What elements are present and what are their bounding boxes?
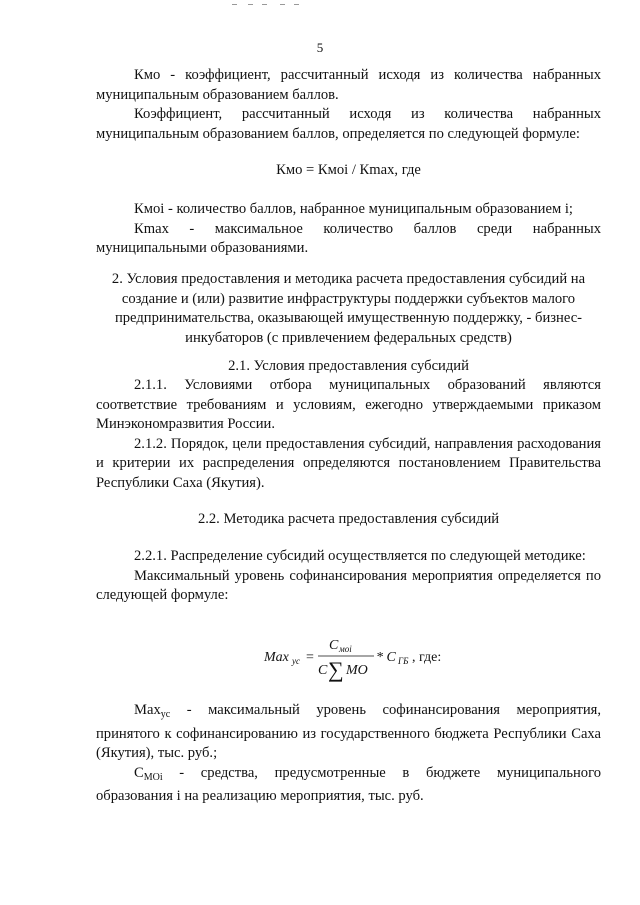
formula-times-sub: ГБ [398, 656, 409, 666]
paragraph-2-1-2: 2.1.2. Порядок, цели предоставления субсидий, направления расходования и критерии их распределения определяются постановлением Правительства Республики Саха (Якутия). [96, 435, 601, 491]
paragraph-kmoi-definition: Кмоi - количество баллов, набранное муниципальным образованием i; [134, 201, 573, 217]
subsection-2-2-heading: 2.2. Методика расчета предоставления субсидий [197, 511, 500, 527]
formula-max-cofinancing-svg [262, 632, 502, 682]
coefficient-block [96, 66, 601, 144]
paragraph-max-us-definition [96, 701, 601, 764]
cmoi-symbol: С [134, 764, 144, 781]
page-number: 5 [316, 40, 324, 55]
kmo-definitions-block [96, 200, 601, 259]
formula-max-cofinancing [262, 632, 502, 682]
definitions-block [96, 701, 601, 807]
paragraph-coefficient-formula-intro: Коэффициент, рассчитанный исходя из количества набранных муниципальным образованием баллов, определяется по следующей формуле: [96, 106, 601, 142]
paragraph-kmax-definition: Кmax - максимальное количество баллов среди набранных муниципальными образованиями. [96, 220, 601, 256]
paragraph-kmo-definition: Кмо - коэффициент, рассчитанный исходя из количества набранных муниципальным образованием баллов. [96, 67, 601, 103]
formula-suffix: , где: [412, 650, 442, 665]
formula-lhs: Max [264, 650, 289, 665]
cmoi-sub: МОi [143, 771, 163, 783]
subsection-2-2-body [96, 547, 601, 606]
section-2-heading: 2. Условия предоставления и методика расчета предоставления субсидий на создание и (или) развитие инфраструктуры поддержки субъектов малого предпринимательства, оказывающей имущественную поддержку, - бизнес-инкубаторов (с привлечением федеральных средств) [111, 271, 586, 346]
paragraph-2-2-1: 2.2.1. Распределение субсидий осуществляется по следующей методике: [134, 548, 586, 564]
formula-denominator-c: C [318, 663, 328, 678]
formula-numerator-sub: моi [339, 644, 352, 654]
paragraph-max-formula-intro: Максимальный уровень софинансирования мероприятия определяется по следующей формуле: [96, 567, 601, 603]
scan-artifact-mark [228, 2, 308, 8]
subsection-2-1-body [96, 376, 601, 493]
formula-equals: = [306, 650, 314, 665]
cmoi-text: - средства, предусмотренные в бюджете муниципального образования i на реализацию мероприятия, тыс. руб. [96, 764, 601, 804]
paragraph-cmoi-definition [96, 764, 601, 807]
formula-kmo: Кмо = Кмоi / Кmax, где [276, 162, 421, 178]
max-us-sub: ус [160, 709, 171, 720]
max-us-symbol: Max [134, 702, 161, 718]
formula-sum-symbol: ∑ [328, 657, 344, 682]
subsection-2-1-heading: 2.1. Условия предоставления субсидий [228, 358, 469, 374]
formula-numerator: C [329, 638, 339, 653]
paragraph-2-1-1: 2.1.1. Условиями отбора муниципальных образований являются соответствие требованиям и условиям, ежегодно утверждаемыми приказом Минэкономразвития России. [96, 377, 601, 432]
formula-times: * C [376, 650, 396, 665]
max-us-text: - максимальный уровень софинансирования мероприятия, принятого к софинансированию из государственного бюджета Республики Саха (Якутия), тыс. руб.; [96, 702, 601, 761]
formula-lhs-sub: ус [292, 656, 300, 666]
formula-denominator-mo: МО [346, 663, 368, 678]
